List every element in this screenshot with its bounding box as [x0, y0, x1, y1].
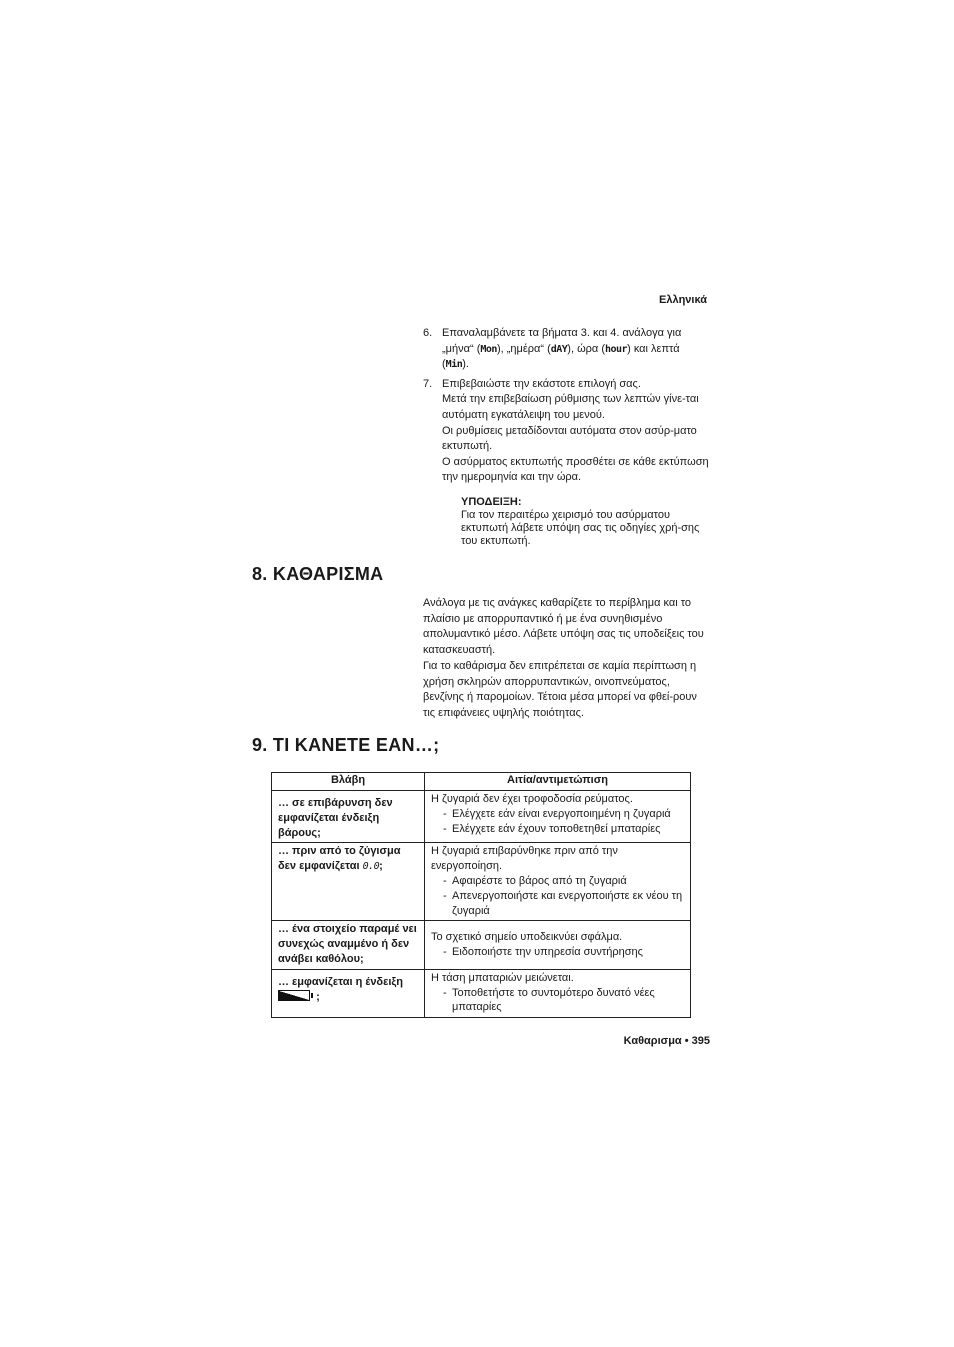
segment-mon-display: Mon — [480, 343, 497, 355]
language-label: Ελληνικά — [659, 294, 707, 306]
page-footer: Καθαρισμα • 395 — [623, 1035, 710, 1047]
step-text-part: ), ώρα ( — [567, 342, 605, 355]
remedy-text: Ελέγχετε εάν είναι ενεργοποιημένη η ζυγαριά — [452, 807, 671, 820]
cause-cell — [425, 791, 691, 843]
step-text-part: ). — [462, 358, 469, 371]
remedy-item: - Ελέγχετε εάν έχουν τοποθετηθεί μπαταρίες — [443, 822, 661, 835]
note-text: Για τον περαιτέρω χειρισμό του ασύρματου εκτυπωτή λάβετε υπόψη σας τις οδηγίες χρή-σης του εκτυπωτή. — [461, 509, 700, 547]
fault-text: … εμφανίζεται η ένδειξη — [278, 975, 403, 988]
step-text-part: ), „ημέρα“ ( — [496, 342, 551, 355]
column-header-fault: Βλάβη — [272, 773, 425, 791]
step-line: Μετά την επιβεβαίωση ρύθμισης των λεπτών γίνε-ται αυτόματη εγκατάλειψη του μενού. — [442, 393, 699, 421]
segment-day-display: dAY — [550, 343, 568, 355]
section-8-paragraph: Ανάλογα με τις ανάγκες καθαρίζετε το περίβλημα και το πλαίσιο με απορρυπαντικό ή με ένα συνηθισμένο απολυμαντικό μέσο. Λάβετε υπόψη σας τις υποδείξεις του κατασκευαστή. — [423, 597, 704, 656]
table-row — [272, 969, 691, 1017]
troubleshooting-table — [271, 772, 691, 1018]
remedy-text: Αφαιρέστε το βάρος από τη ζυγαριά — [452, 874, 627, 887]
remedy-text: Τοποθετήστε το συντομότερο δυνατό νέες μπαταρίες — [452, 986, 655, 1014]
remedy-text: Ειδοποιήστε την υπηρεσία συντήρησης — [452, 945, 643, 958]
step-text-part: ) και λεπτά ( — [442, 342, 680, 371]
section-8-paragraph: Για το καθάρισμα δεν επιτρέπεται σε καμία περίπτωση η χρήση σκληρών απορρυπαντικών, οινοπνεύματος, βενζίνης ή παρομοίων. Τέτοια μέσα μπορεί να φθεί-ρουν τις επιφάνειες υψηλής ποιότητας. — [423, 660, 697, 719]
steps-list — [423, 326, 709, 486]
remedy-item: - Αφαιρέστε το βάρος από τη ζυγαριά — [443, 874, 627, 887]
fault-cell — [272, 843, 425, 921]
column-header-cause: Αιτία/αντιμετώπιση — [425, 773, 691, 791]
cause-text: Η ζυγαριά δεν έχει τροφοδοσία ρεύματος. — [431, 793, 633, 805]
cause-cell — [425, 921, 691, 969]
step-text-part: Επαναλαμβάνετε τα βήματα 3. και 4. ανάλογα για „μήνα“ ( — [442, 327, 682, 355]
cause-cell — [425, 843, 691, 921]
cause-text: Η τάση μπαταριών μειώνεται. — [431, 971, 574, 984]
fault-end: ; — [316, 990, 320, 1003]
step-text — [442, 377, 709, 486]
table-row — [272, 791, 691, 843]
table-header-row — [272, 773, 691, 791]
segment-hour-display: hour — [605, 343, 628, 355]
step-line: Ο ασύρματος εκτυπωτής προσθέτει σε κάθε εκτύπωση την ημερομηνία και την ώρα. — [442, 455, 709, 484]
fault-text: … πριν από το ζύγισμα δεν εμφανίζεται — [278, 845, 401, 873]
battery-low-icon — [278, 990, 310, 1001]
cause-text: Το σχετικό σημείο υποδεικνύει σφάλμα. — [431, 930, 623, 943]
remedy-item: - Τοποθετήστε το συντομότερο δυνατό νέες μπαταρίες — [443, 986, 655, 1014]
note-title: ΥΠΟΔΕΙΞΗ: — [461, 496, 522, 508]
step-line: Επιβεβαιώστε την εκάστοτε επιλογή σας. — [442, 377, 641, 390]
remedy-item: - Απενεργοποιήστε και ενεργοποιήστε εκ νέου τη ζυγαριά — [443, 889, 683, 917]
section-8-heading: 8. ΚΑΘΑΡΙΣΜΑ — [252, 564, 384, 584]
table-row — [272, 843, 691, 921]
step-text — [442, 326, 709, 373]
remedy-text: Απενεργοποιήστε και ενεργοποιήστε εκ νέου τη ζυγαριά — [452, 889, 683, 917]
zero-display-symbol: 0.0 — [362, 861, 380, 873]
remedy-item: - Ειδοποιήστε την υπηρεσία συντήρησης — [443, 945, 643, 958]
fault-cell — [272, 969, 425, 1017]
step-6 — [423, 326, 709, 373]
remedy-text: Ελέγχετε εάν έχουν τοποθετηθεί μπαταρίες — [452, 822, 661, 835]
table-row — [272, 921, 691, 969]
fault-cell: … σε επιβάρυνση δεν εμφανίζεται ένδειξη βάρους; — [272, 791, 425, 843]
remedy-item: - Ελέγχετε εάν είναι ενεργοποιημένη η ζυγαριά — [443, 807, 671, 820]
cause-text: Η ζυγαριά επιβαρύνθηκε πριν από την ενεργοποίηση. — [431, 845, 618, 873]
step-number: 7. — [423, 377, 433, 390]
step-number: 6. — [423, 327, 433, 339]
step-7 — [423, 377, 709, 486]
fault-cell: … ένα στοιχείο παραμέ νει συνεχώς αναμμένο ή δεν ανάβει καθόλου; — [272, 921, 425, 969]
cause-cell — [425, 969, 691, 1017]
segment-min-display: Min — [445, 359, 463, 371]
section-9-heading: 9. ΤΙ ΚΑΝΕΤΕ ΕΑΝ…; — [252, 735, 440, 755]
fault-end: ; — [379, 860, 383, 873]
step-line: Οι ρυθμίσεις μεταδίδονται αυτόματα στον ασύρ-ματο εκτυπωτή. — [442, 424, 697, 453]
note-box — [461, 496, 707, 548]
